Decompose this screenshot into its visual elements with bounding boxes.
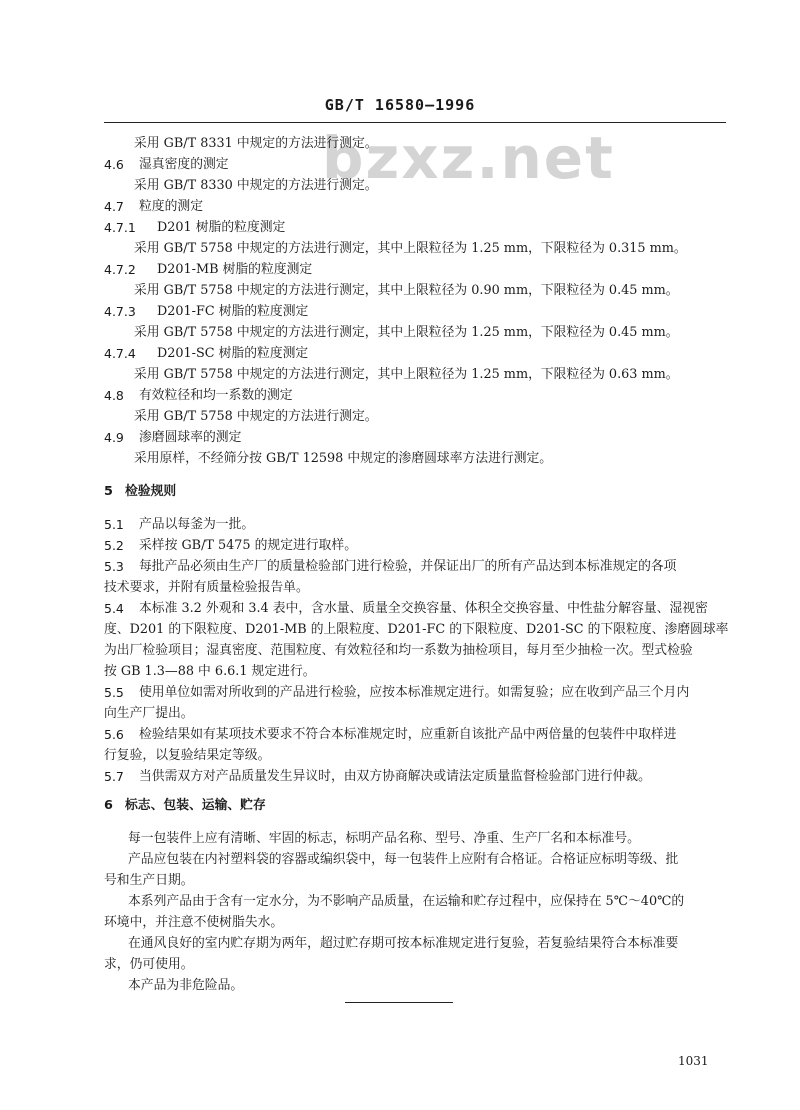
clause-number: 4.9 bbox=[104, 430, 124, 445]
clause-heading bbox=[0, 154, 800, 175]
watermark: bzxz.net bbox=[322, 124, 615, 192]
header-rule bbox=[104, 122, 726, 123]
body-text: 采用 GB/T 5758 中规定的方法进行测定。 bbox=[134, 409, 378, 424]
continuation-line bbox=[0, 661, 800, 682]
clause-number: 4.8 bbox=[104, 388, 124, 403]
continuation-text: 求，仍可使用。 bbox=[104, 957, 194, 972]
clause-heading bbox=[0, 385, 800, 406]
clause-number: 5.3 bbox=[104, 559, 124, 574]
body-line bbox=[0, 133, 800, 154]
subclause-number: 4.7.4 bbox=[104, 346, 136, 361]
continuation-line bbox=[0, 912, 800, 933]
clause-heading bbox=[0, 196, 800, 217]
paragraph-line bbox=[0, 933, 800, 954]
continuation-text: 环境中，并注意不使树脂失水。 bbox=[104, 915, 284, 930]
continuation-text: 号和生产日期。 bbox=[104, 873, 194, 888]
clause-heading bbox=[0, 556, 800, 577]
body-text: 采用 GB/T 5758 中规定的方法进行测定，其中上限粒径为 1.25 mm，下限粒径为 0.63 mm。 bbox=[134, 367, 679, 382]
section-number: 5 bbox=[104, 484, 113, 499]
clause-heading bbox=[0, 724, 800, 745]
spacer bbox=[0, 502, 800, 514]
continuation-text: 技术要求，并附有质量检验报告单。 bbox=[104, 580, 309, 595]
subclause-heading bbox=[0, 259, 800, 280]
continuation-text: 为出厂检验项目；湿真密度、范围粒度、有效粒径和均一系数为抽检项目，每月至少抽检一次。型式检验 bbox=[104, 643, 693, 658]
clause-text: 湿真密度的测定 bbox=[139, 157, 229, 172]
paragraph-line bbox=[0, 849, 800, 870]
body-text: 采用 GB/T 8330 中规定的方法进行测定。 bbox=[134, 178, 378, 193]
clause-text: 采样按 GB/T 5475 的规定进行取样。 bbox=[139, 538, 358, 553]
paragraph-line bbox=[0, 828, 800, 849]
body-line bbox=[0, 175, 800, 196]
clause-text: 粒度的测定 bbox=[139, 199, 203, 214]
clause-text: 每批产品必须由生产厂的质量检验部门进行检验，并保证出厂的所有产品达到本标准规定的各项 bbox=[139, 559, 677, 574]
body-line bbox=[0, 322, 800, 343]
continuation-line bbox=[0, 577, 800, 598]
paragraph-line bbox=[0, 975, 800, 996]
subclause-heading bbox=[0, 343, 800, 364]
section-heading bbox=[0, 481, 800, 502]
clause-number: 5.5 bbox=[104, 685, 124, 700]
clause-number: 5.7 bbox=[104, 769, 124, 784]
section-number: 6 bbox=[104, 798, 113, 813]
continuation-line bbox=[0, 619, 800, 640]
body-line bbox=[0, 280, 800, 301]
paragraph-text: 本系列产品由于含有一定水分，为不影响产品质量，在运输和贮存过程中，应保持在 5℃～40℃的 bbox=[128, 894, 685, 909]
spacer bbox=[0, 816, 800, 828]
clause-number: 5.1 bbox=[104, 517, 124, 532]
document-body bbox=[0, 133, 800, 996]
section-title: 检验规则 bbox=[125, 484, 177, 499]
continuation-text: 度、D201 的下限粒度、D201-MB 的上限粒度、D201-FC 的下限粒度、D201-SC 的下限粒度、渗磨圆球率 bbox=[104, 622, 729, 637]
paragraph-line bbox=[0, 891, 800, 912]
subclause-number: 4.7.3 bbox=[104, 304, 136, 319]
clause-heading bbox=[0, 514, 800, 535]
clause-number: 4.7 bbox=[104, 199, 124, 214]
spacer bbox=[0, 787, 800, 795]
clause-text: 使用单位如需对所收到的产品进行检验，应按本标准规定进行。如需复验；应在收到产品三个月内 bbox=[139, 685, 690, 700]
clause-number: 5.4 bbox=[104, 601, 124, 616]
subclause-heading bbox=[0, 217, 800, 238]
clause-text: 当供需双方对产品质量发生异议时，由双方协商解决或请法定质量监督检验部门进行仲裁。 bbox=[139, 769, 651, 784]
body-text: 采用 GB/T 5758 中规定的方法进行测定，其中上限粒径为 1.25 mm，下限粒径为 0.315 mm。 bbox=[134, 241, 687, 256]
paragraph-text: 在通风良好的室内贮存期为两年，超过贮存期可按本标准规定进行复验，若复验结果符合本标准要 bbox=[128, 936, 679, 951]
clause-heading bbox=[0, 535, 800, 556]
clause-text: 检验结果如有某项技术要求不符合本标准规定时，应重新自该批产品中两倍量的包装件中取样进 bbox=[139, 727, 677, 742]
section-title: 标志、包装、运输、贮存 bbox=[125, 798, 266, 813]
subclause-text: D201-FC 树脂的粒度测定 bbox=[157, 304, 309, 319]
continuation-line bbox=[0, 954, 800, 975]
body-line bbox=[0, 364, 800, 385]
clause-heading bbox=[0, 598, 800, 619]
paragraph-text: 本产品为非危险品。 bbox=[128, 978, 244, 993]
clause-number: 4.6 bbox=[104, 157, 124, 172]
clause-number: 5.2 bbox=[104, 538, 124, 553]
body-text: 采用 GB/T 5758 中规定的方法进行测定，其中上限粒径为 1.25 mm，下限粒径为 0.45 mm。 bbox=[134, 325, 679, 340]
body-line bbox=[0, 448, 800, 469]
body-line bbox=[0, 406, 800, 427]
page-number: 1031 bbox=[678, 1054, 709, 1068]
continuation-text: 行复验，以复验结果定等级。 bbox=[104, 748, 271, 763]
clause-text: 产品以每釜为一批。 bbox=[139, 517, 255, 532]
body-text: 采用 GB/T 8331 中规定的方法进行测定。 bbox=[134, 136, 378, 151]
clause-heading bbox=[0, 766, 800, 787]
clause-text: 有效粒径和均一系数的测定 bbox=[139, 388, 293, 403]
paragraph-text: 产品应包装在内衬塑料袋的容器或编织袋中，每一包装件上应附有合格证。合格证应标明等级、批 bbox=[128, 852, 679, 867]
spacer bbox=[0, 469, 800, 481]
continuation-line bbox=[0, 703, 800, 724]
subclause-text: D201-MB 树脂的粒度测定 bbox=[157, 262, 313, 277]
continuation-line bbox=[0, 745, 800, 766]
clause-text: 渗磨圆球率的测定 bbox=[139, 430, 242, 445]
body-line bbox=[0, 238, 800, 259]
paragraph-text: 每一包装件上应有清晰、牢固的标志，标明产品名称、型号、净重、生产厂名和本标准号。 bbox=[128, 831, 640, 846]
subclause-text: D201 树脂的粒度测定 bbox=[157, 220, 286, 235]
subclause-number: 4.7.2 bbox=[104, 262, 136, 277]
subclause-number: 4.7.1 bbox=[104, 220, 136, 235]
clause-number: 5.6 bbox=[104, 727, 124, 742]
body-text: 采用 GB/T 5758 中规定的方法进行测定，其中上限粒径为 0.90 mm，下限粒径为 0.45 mm。 bbox=[134, 283, 679, 298]
clause-text: 本标准 3.2 外观和 3.4 表中，含水量、质量全交换容量、体积全交换容量、中性盐分解容量、湿视密 bbox=[139, 601, 708, 616]
end-rule bbox=[345, 1002, 453, 1003]
clause-heading bbox=[0, 427, 800, 448]
continuation-text: 按 GB 1.3—88 中 6.6.1 规定进行。 bbox=[104, 664, 316, 679]
subclause-heading bbox=[0, 301, 800, 322]
section-heading bbox=[0, 795, 800, 816]
body-text: 采用原样，不经筛分按 GB/T 12598 中规定的渗磨圆球率方法进行测定。 bbox=[134, 451, 553, 466]
page-header: GB/T 16580—1996 bbox=[324, 96, 476, 114]
subclause-text: D201-SC 树脂的粒度测定 bbox=[157, 346, 309, 361]
continuation-text: 向生产厂提出。 bbox=[104, 706, 194, 721]
clause-heading bbox=[0, 682, 800, 703]
continuation-line bbox=[0, 640, 800, 661]
continuation-line bbox=[0, 870, 800, 891]
